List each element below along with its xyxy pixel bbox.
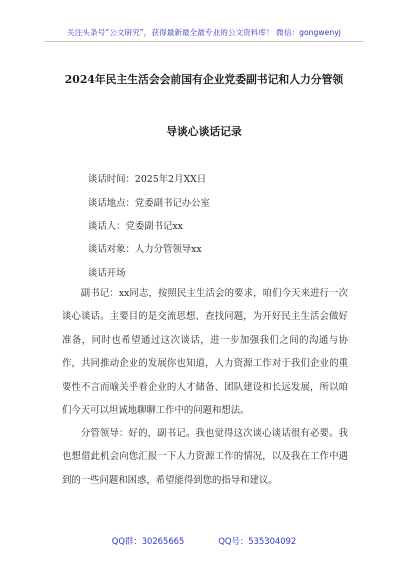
header-divider (44, 41, 364, 42)
dialogue-paragraph-secretary: 副书记：xx同志，按照民主生活会的要求，咱们今天来进行一次谈心谈话。主要目的是交流思想、查找问题，为开好民主生活会做好准备，同时也希望通过这次谈话，进一步加强我们之间的沟通与协作，共同推动企业的发展你也知道，人力资源工作对于我们企业的重要性不言而喻关乎着企业的人才储备、团队建设和长远发展，所以咱们今天可以坦诚地聊聊工作中的问题和想法。 (62, 288, 348, 417)
meeting-place: 谈话地点：党委副书记办公室 (88, 198, 210, 209)
meeting-speaker: 谈话人：党委副书记xx (88, 221, 183, 232)
qq-group-number: QQ群：30265665 (111, 536, 185, 546)
meeting-target: 谈话对象：人力分管领导xx (88, 244, 202, 255)
dialogue-paragraph-leader: 分管领导：好的，副书记。我也觉得这次谈心谈话很有必要。我也想借此机会向您汇报一下人力资源工作的情况，以及我在工作中遇到的一些问题和困惑，希望能得到您的指导和建议。 (62, 428, 348, 486)
meeting-start: 谈话开场 (88, 268, 126, 279)
document-title-line-1: 2024年民主生活会会前国有企业党委副书记和人力分管领 (64, 73, 344, 86)
meeting-time: 谈话时间：2025年2月XX日 (88, 174, 207, 185)
document-title-line-2: 导谈心谈话记录 (166, 125, 242, 138)
qq-account-number: QQ号：535304092 (218, 536, 297, 546)
header-banner: 关注头条号“公文研究”，获得最新最全最专业的公文资料库！ 微信：gongwenyj (67, 28, 341, 37)
footer-contact (0, 535, 408, 547)
